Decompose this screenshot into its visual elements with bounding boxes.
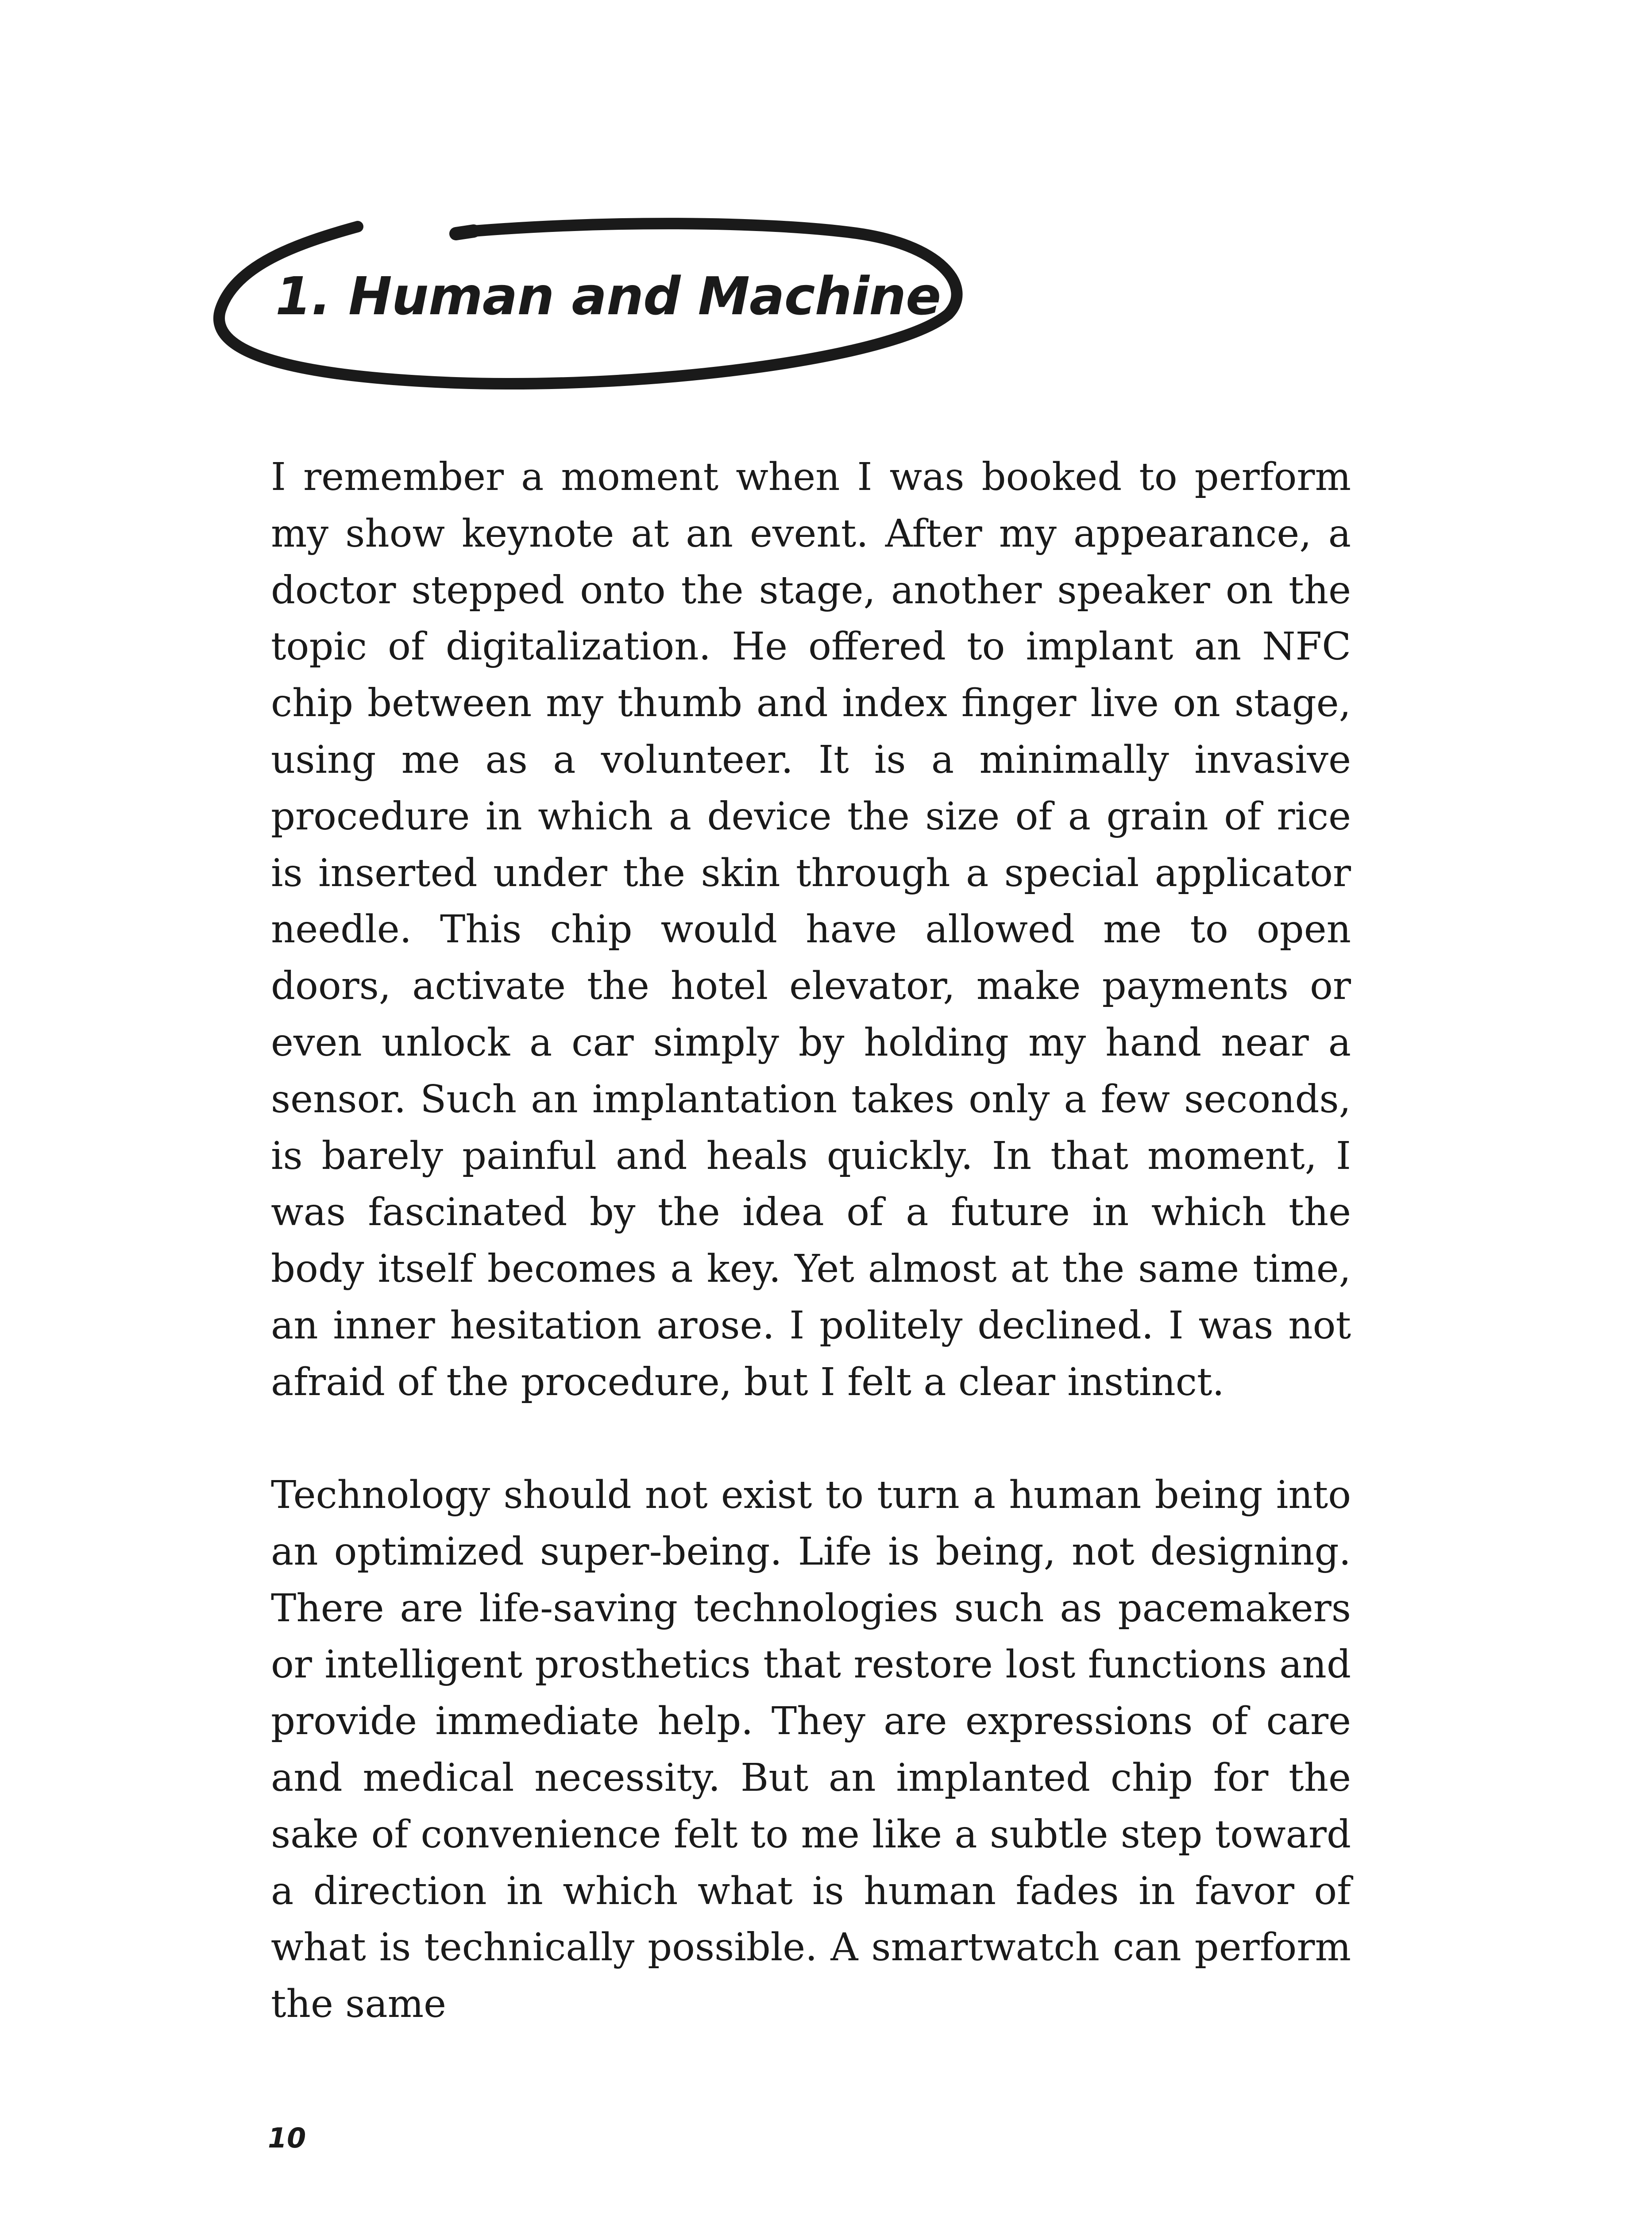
paragraph-2: Technology should not exist to turn a human being into an optimized super-being. Life is being, not designing. There are life-saving technologies such as pacemakers or intelligent prosthetics that restore lost functions and provide immediate help. They are expressions of care and medical necessity. But an implanted chip for the sake of convenience felt to me like a subtle step toward a direction in which what is human fades in favor of what is technically possible. A smartwatch can perform the same xyxy=(271,1473,1351,2027)
chapter-heading xyxy=(208,212,987,407)
chapter-title: 1. Human and Machine xyxy=(275,266,941,327)
paragraph-1: I remember a moment when I was booked to perform my show keynote at an event. After my appearance, a doctor stepped onto the stage, another speaker on the topic of digitalization. He offered to implant an NFC chip between my thumb and index finger live on stage, using me as a volunteer. It is a minimally invasive procedure in which a device the size of a grain of rice is inserted under the skin through a special applicator needle. This chip would have allowed me to open doors, activate the hotel elevator, make payments or even unlock a car simply by holding my hand near a sensor. Such an implantation takes only a few seconds, is barely painful and heals quickly. In that moment, I was fascinated by the idea of a future in which the body itself becomes a key. Yet almost at the same time, an inner hesitation arose. I politely declined. I was not afraid of the procedure, but I felt a clear instinct. xyxy=(271,455,1351,1404)
page-number: 10 xyxy=(268,2122,306,2154)
